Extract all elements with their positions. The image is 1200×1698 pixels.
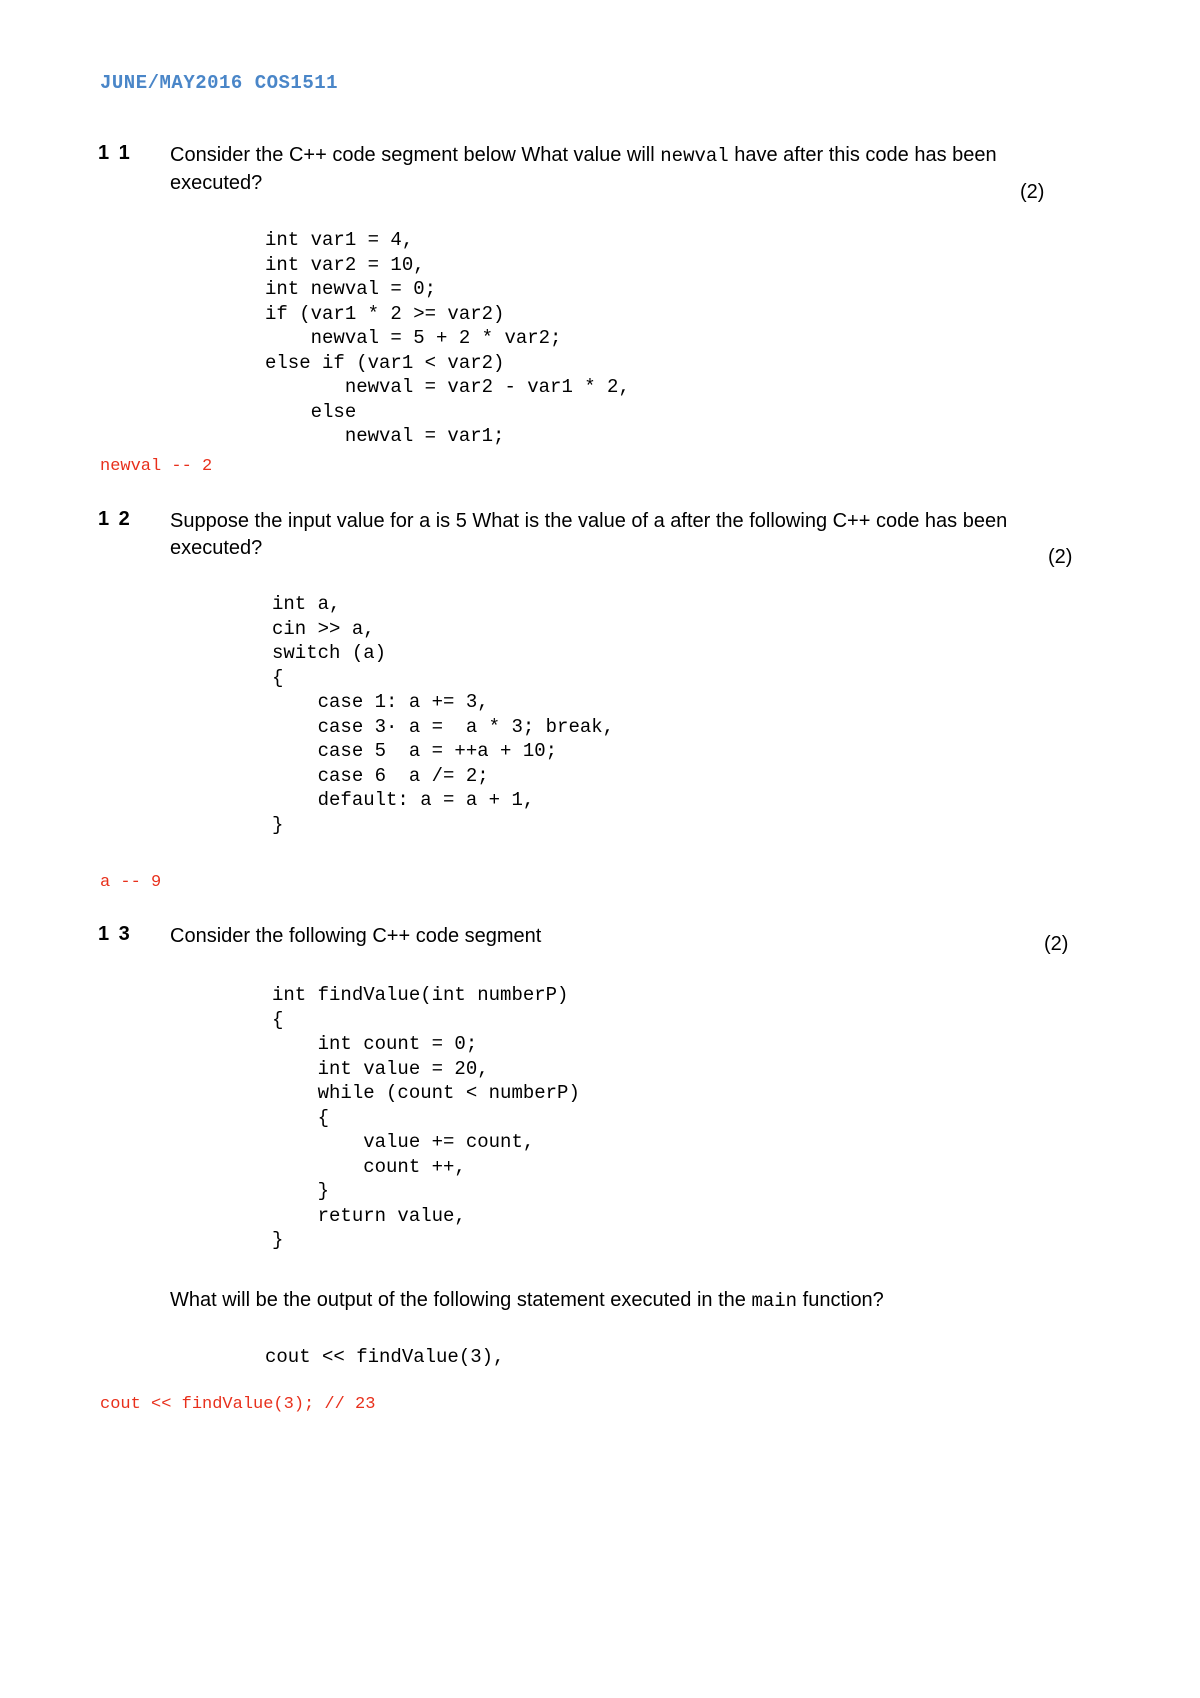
question-1-3-marks: (2) bbox=[1044, 933, 1069, 955]
question-1-1-text bbox=[170, 142, 1080, 197]
question-1-1-number: 1 1 bbox=[98, 142, 130, 164]
question-1-1-text-after: have after this code has been executed? bbox=[170, 144, 997, 194]
question-1-3-statement: cout << findValue(3), bbox=[265, 1346, 505, 1368]
question-1-2-code: int a, cin >> a, switch (a) { case 1: a += 3, case 3· a = a * 3; break, case 5 a = ++a + 10; case 6 a /= 2; default: a = a + 1, } bbox=[272, 593, 615, 836]
document-header: JUNE/MAY2016 COS1511 bbox=[100, 72, 339, 94]
question-1-2-answer: a -- 9 bbox=[100, 873, 162, 892]
question-1-3-follow-up-code: main bbox=[751, 1290, 798, 1312]
question-1-1-code: int var1 = 4, int var2 = 10, int newval = 0; if (var1 * 2 >= var2) newval = 5 + 2 * var2; else if (var1 < var2) newval = var2 - var1 * 2, else newval = var1; bbox=[265, 229, 630, 447]
question-1-1-inline-code: newval bbox=[660, 145, 729, 167]
question-1-3-number: 1 3 bbox=[98, 923, 130, 945]
question-1-3-answer: cout << findValue(3); // 23 bbox=[100, 1395, 376, 1414]
question-1-3-follow-up-before: What will be the output of the following statement executed in the bbox=[170, 1289, 752, 1311]
question-1-1-marks: (2) bbox=[1020, 181, 1045, 203]
question-1-3-follow-up-after: function? bbox=[797, 1289, 884, 1311]
question-1-2-text: Suppose the input value for a is 5 What is the value of a after the following C++ code has been executed? bbox=[170, 510, 1008, 559]
question-1-3-follow-up bbox=[170, 1287, 1080, 1315]
question-1-2-number: 1 2 bbox=[98, 508, 130, 530]
question-1-1-answer: newval -- 2 bbox=[100, 457, 213, 476]
question-1-3-text: Consider the following C++ code segment bbox=[170, 925, 542, 947]
question-1-1-text-before: Consider the C++ code segment below What value will bbox=[170, 144, 661, 166]
question-1-2-marks: (2) bbox=[1048, 546, 1073, 568]
question-1-3-code: int findValue(int numberP) { int count = 0; int value = 20, while (count < numberP) { value += count, count ++, } return value, } bbox=[272, 984, 580, 1251]
